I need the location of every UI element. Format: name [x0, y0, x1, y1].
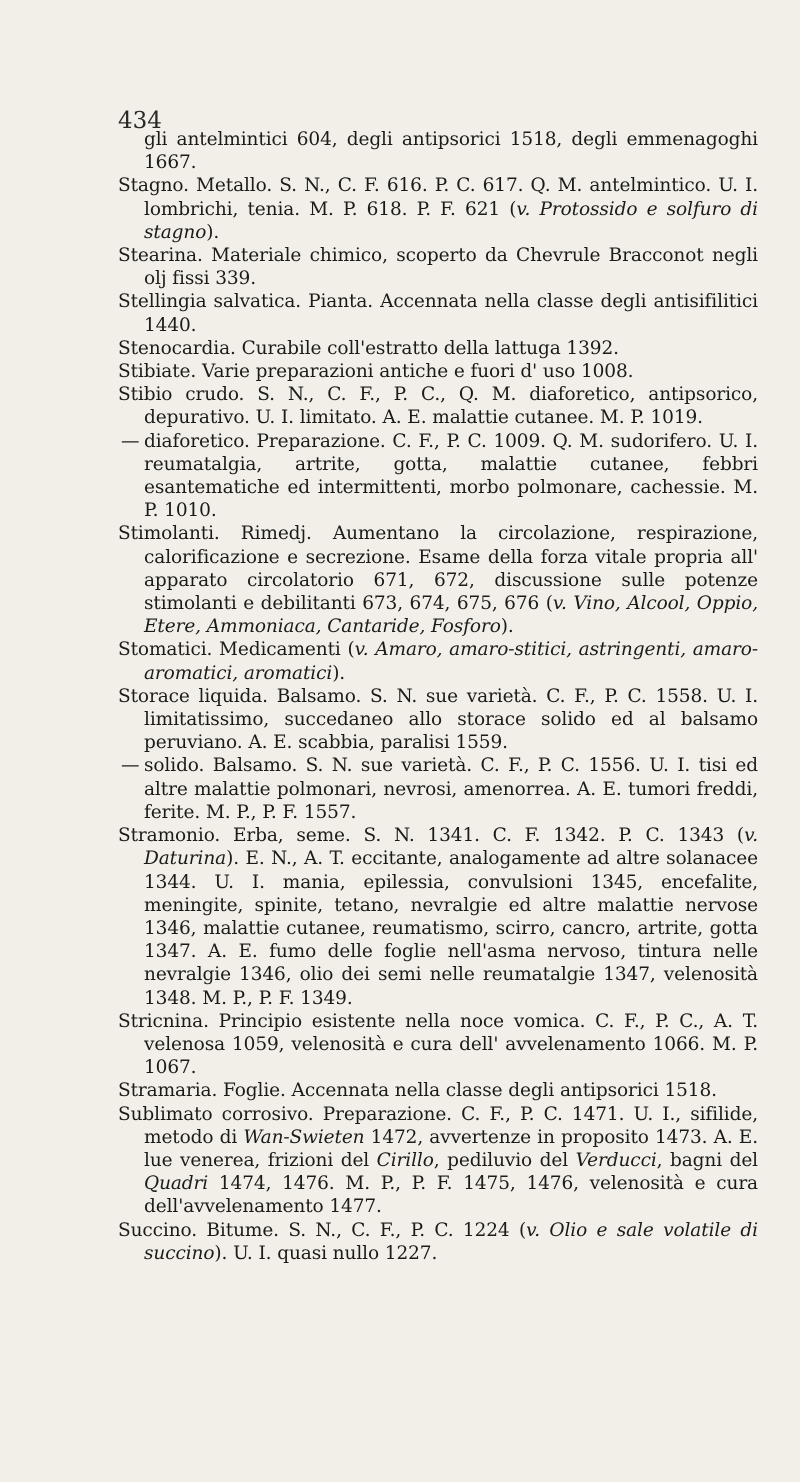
entry-headword: Stomatici — [118, 639, 207, 661]
entry-text: liquida. Balsamo. S. N. sue varietà. C. F., P. C. 1558. U. I. limitatissimo, succedaneo allo storace solido ed al balsamo peruviano. A. E. scabbia, paralisi 1559. — [144, 685, 758, 754]
index-entry — [118, 638, 758, 684]
entry-headword: Stibio — [118, 384, 173, 406]
index-text — [118, 128, 758, 1265]
entry-italic-text: Verducci — [575, 1149, 657, 1171]
entry-text: ). — [332, 662, 346, 684]
entry-headword: Stearina — [118, 245, 197, 267]
entry-text: . Erba, seme. S. N. 1341. C. F. 1342. P. C. 1343 ( — [214, 825, 745, 847]
entry-text: , pediluvio del — [433, 1149, 576, 1171]
entry-text: 1474, 1476. M. P., P. F. 1475, 1476, velenosità e cura dell'avvelenamento 1477. — [144, 1173, 758, 1218]
entry-headword: Stenocardia — [118, 337, 231, 359]
entry-text: . Rimedj. Aumentano la circolazione, respirazione, calorificazione e secrezione. Esame della forza vitale propria all' apparato circolatorio 671, 672, discussione sulle potenze stimolanti e debilitanti 673, 674, 675, 676 ( — [144, 523, 758, 615]
entry-italic-text: Cirillo — [376, 1149, 434, 1171]
entry-text: ). — [206, 221, 220, 243]
entry-italic-text: v. Protossido e solfuro di stagno — [144, 198, 758, 243]
index-entry — [118, 522, 758, 638]
index-entry — [118, 1103, 758, 1219]
entry-text: . Medicamenti ( — [206, 639, 355, 661]
entry-italic-text: v. Vino, Alcool, Oppio, Etere, Ammoniaca, Cantaride, Fosforo — [144, 593, 758, 638]
entry-headword: Stibiate — [118, 361, 191, 383]
index-entry — [118, 824, 758, 1010]
index-entry — [118, 383, 758, 429]
entry-italic-text: Quadri — [144, 1173, 209, 1195]
entry-headword: Storace — [118, 685, 190, 707]
entry-text: . Metallo. S. N., C. F. 616. P. C. 617. Q. M. antelmintico. U. I. lombrichi, tenia. M. P. 618. P. F. 621 ( — [144, 175, 758, 220]
entry-text: . Bitume. S. N., C. F., P. C. 1224 ( — [191, 1219, 527, 1241]
entry-text: . Curabile coll'estratto della lattuga 1392. — [230, 337, 619, 359]
entry-text: . Principio esistente nella noce vomica. C. F., P. C., A. T. velenosa 1059, velenosità e cura dell' avvelenamento 1066. M. P. 1067. — [144, 1010, 758, 1079]
index-entry — [118, 1219, 758, 1265]
entry-headword: Stagno — [118, 175, 184, 197]
entry-headword: Sublimato — [118, 1103, 213, 1125]
entry-text: ). U. I. quasi nullo 1227. — [214, 1242, 438, 1264]
entry-text: corrosivo. Preparazione. C. F., P. C. 1471. U. I., sifilide, metodo di — [144, 1103, 758, 1148]
entry-text: . Materiale chimico, scoperto da Chevrule Bracconot negli olj fissi 339. — [144, 245, 758, 290]
index-entry — [118, 1079, 758, 1102]
entry-text: ). E. N., A. T. eccitante, analogamente ad altre solanacee 1344. U. I. mania, epilessia, convulsioni 1345, encefalite, meningite, spinite, tetano, nevralgie ed altre malattie nervose 1346, malattie cutanee, reumatismo, scirro, cancro, artrite, gotta 1347. A. E. fumo delle foglie nell'asma nervoso, tintura nelle nevralgie 1346, olio dei semi nelle reumatalgie 1347, velenosità 1348. M. P., P. F. 1349. — [144, 848, 758, 1009]
index-subentry: — diaforetico. Preparazione. C. F., P. C. 1009. Q. M. sudorifero. U. I. reumatalgia, artrite, gotta, malattie cutanee, febbri esantematiche ed intermittenti, morbo polmonare, cachessie. M. P. 1010. — [121, 430, 758, 522]
entry-italic-text: v. Daturina — [144, 825, 758, 870]
entry-text: solido. Balsamo. S. N. sue varietà. C. F., P. C. 1556. U. I. tisi ed altre malattie polmonari, nevrosi, amenorrea. A. E. tumori freddi, ferite. M. P., P. F. 1557. — [144, 755, 758, 823]
index-entry — [118, 128, 758, 174]
page-number: 434 — [118, 108, 162, 134]
entry-headword: Stramaria — [118, 1080, 212, 1102]
entry-italic-text: Wan-Swieten — [243, 1126, 365, 1148]
entry-text: 1472, avvertenze in proposito 1473. A. E. lue venerea, frizioni del — [144, 1126, 758, 1171]
entry-headword: Stellingia — [118, 291, 207, 313]
index-entry — [118, 1010, 758, 1080]
entry-italic-text: v. Amaro, amaro-stitici, astringenti, amaro-aromatici, aromatici — [144, 639, 758, 684]
entry-text: . Foglie. Accennata nella classe degli antipsorici 1518. — [211, 1080, 717, 1102]
entry-headword: Succino — [118, 1219, 192, 1241]
entry-headword: Stramonio — [118, 825, 215, 847]
entry-text: . Varie preparazioni antiche e fuori d' uso 1008. — [190, 361, 634, 383]
entry-text: gli antelmintici 604, degli antipsorici 1518, degli emmenagoghi 1667. — [144, 129, 758, 174]
entry-text: ). — [500, 616, 514, 638]
index-entry — [118, 360, 758, 383]
entry-italic-text: v. Olio e sale volatile di succino — [144, 1219, 758, 1264]
index-entry — [118, 244, 758, 290]
index-entry — [118, 174, 758, 244]
entry-text: crudo. S. N., C. F., P. C., Q. M. diaforetico, antipsorico, depurativo. U. I. limitato. A. E. malattie cutanee. M. P. 1019. — [144, 384, 758, 429]
entry-text: diaforetico. Preparazione. C. F., P. C. 1009. Q. M. sudorifero. U. I. reumatalgia, artrite, gotta, malattie cutanee, febbri esantematiche ed intermittenti, morbo polmonare, cachessie. M. P. 1010. — [144, 430, 758, 522]
index-entry — [118, 685, 758, 755]
index-subentry: — solido. Balsamo. S. N. sue varietà. C. F., P. C. 1556. U. I. tisi ed altre malattie polmonari, nevrosi, amenorrea. A. E. tumori freddi, ferite. M. P., P. F. 1557. — [121, 755, 758, 823]
index-entry — [118, 337, 758, 360]
index-entry — [118, 290, 758, 336]
entry-text: , bagni del — [656, 1149, 758, 1171]
entry-text: salvatica. Pianta. Accennata nella classe degli antisifilitici 1440. — [144, 291, 758, 336]
entry-headword: Stimolanti — [118, 523, 214, 545]
entry-headword: Stricnina — [118, 1010, 204, 1032]
